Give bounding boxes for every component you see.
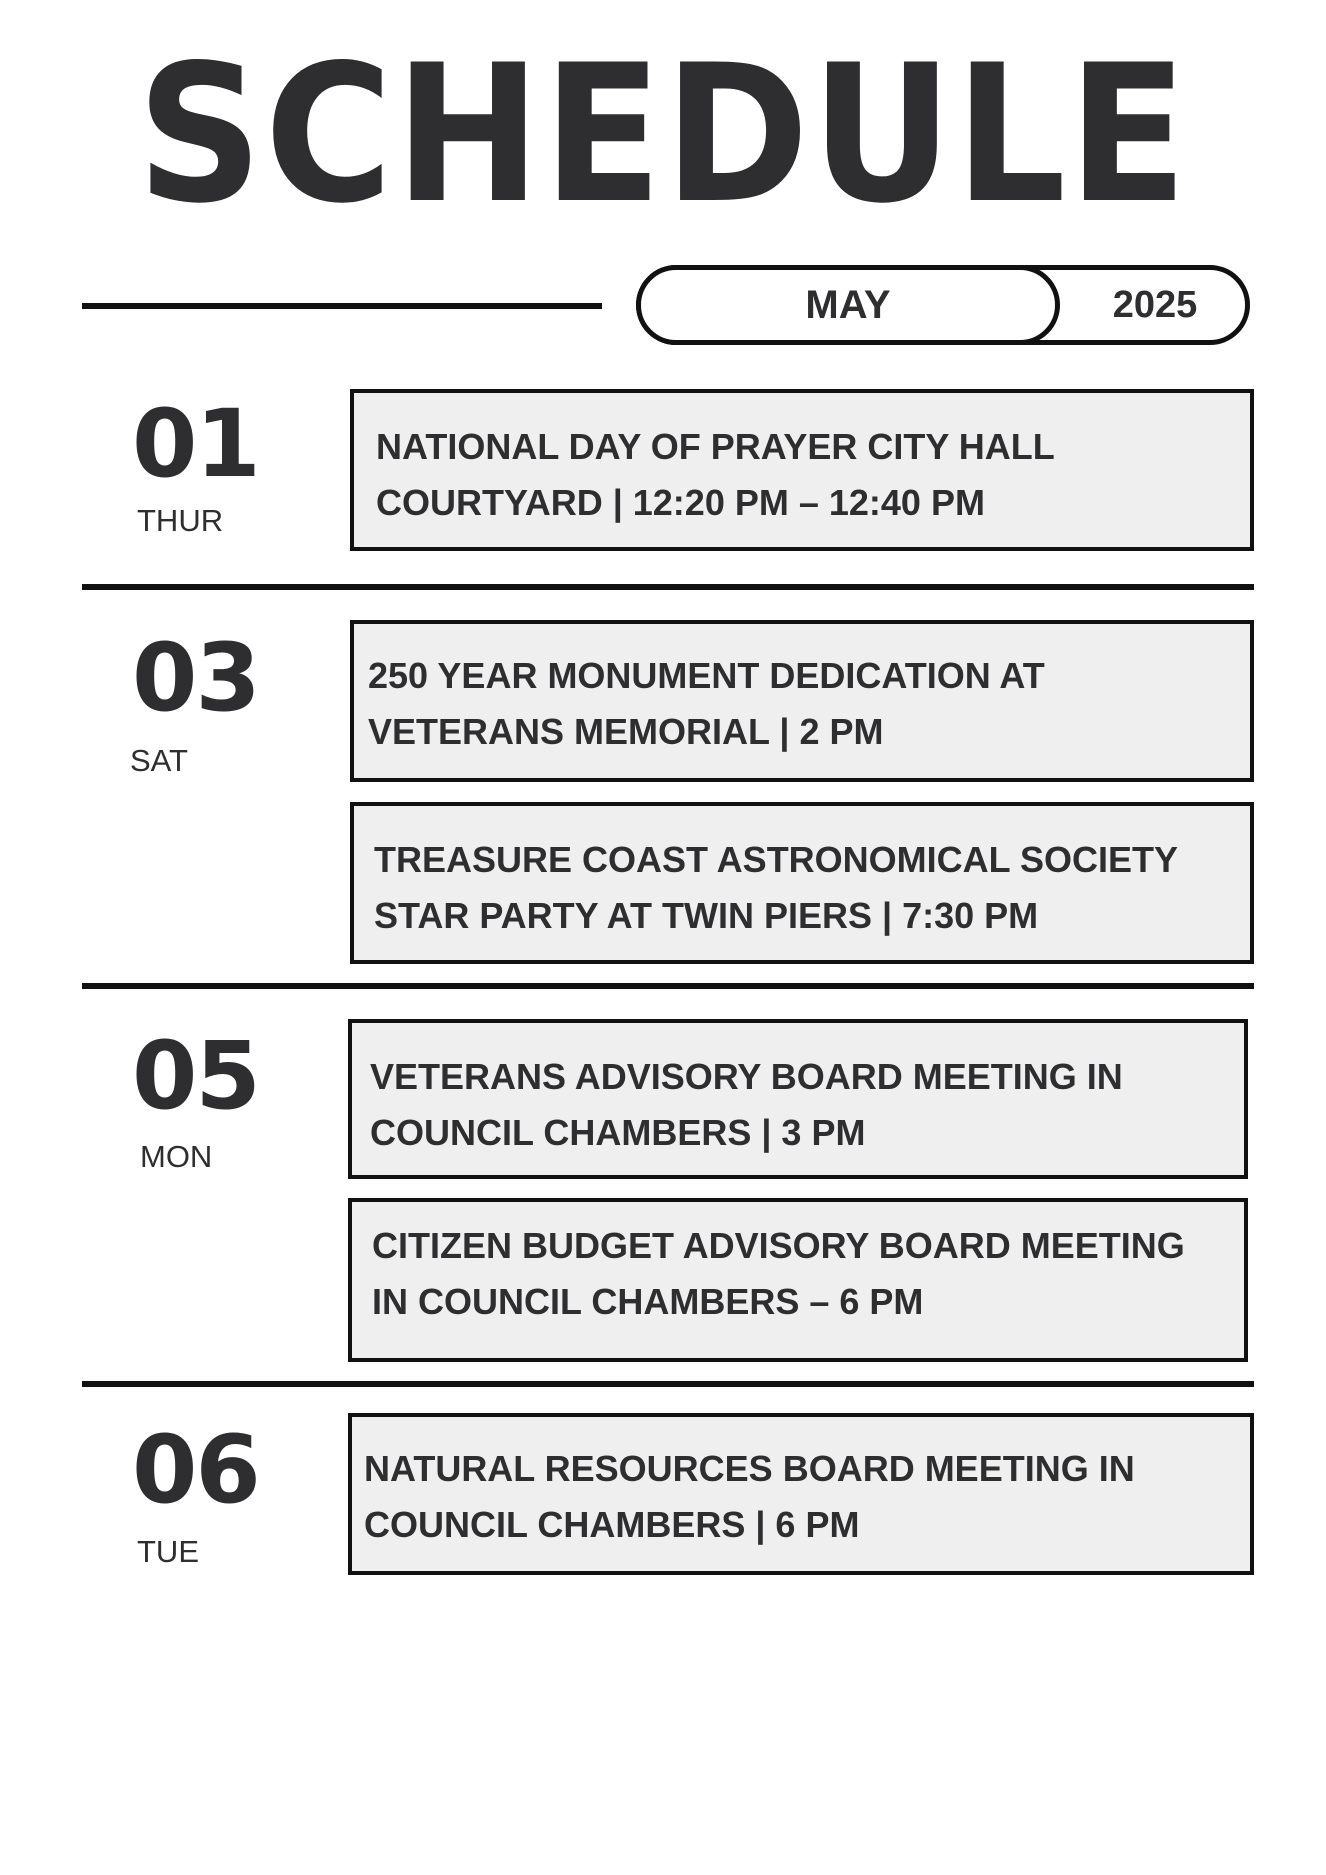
day-weekday: TUE: [137, 1534, 199, 1569]
event-text: NATURAL RESOURCES BOARD MEETING IN COUNCIL CHAMBERS | 6 PM: [364, 1448, 1135, 1545]
event-card: [348, 1198, 1248, 1362]
event-text: VETERANS ADVISORY BOARD MEETING IN COUNCIL CHAMBERS | 3 PM: [370, 1056, 1123, 1153]
year-label: 2025: [1112, 283, 1198, 326]
day-number: 03: [132, 624, 259, 733]
event-text: CITIZEN BUDGET ADVISORY BOARD MEETING IN COUNCIL CHAMBERS – 6 PM: [372, 1225, 1185, 1322]
day-number: 01: [132, 390, 259, 499]
event-card: [350, 620, 1254, 782]
day-number: 06: [132, 1416, 259, 1525]
day-divider: [82, 1381, 1254, 1387]
day-divider: [82, 584, 1254, 590]
event-card: [348, 1413, 1254, 1575]
month-label: MAY: [636, 265, 1060, 345]
event-card: [348, 1019, 1248, 1179]
page-title: SCHEDULE: [136, 24, 1190, 245]
event-card: [350, 802, 1254, 964]
day-divider: [82, 983, 1254, 989]
event-text: 250 YEAR MONUMENT DEDICATION AT VETERANS MEMORIAL | 2 PM: [368, 655, 1045, 752]
day-weekday: THUR: [137, 503, 224, 538]
event-text: NATIONAL DAY OF PRAYER CITY HALL COURTYARD | 12:20 PM – 12:40 PM: [376, 426, 1055, 523]
day-weekday: MON: [140, 1139, 213, 1174]
day-number: 05: [132, 1022, 259, 1131]
event-card: [350, 389, 1254, 551]
month-year-pill: [636, 265, 1250, 345]
day-weekday: SAT: [130, 743, 188, 778]
event-text: TREASURE COAST ASTRONOMICAL SOCIETY STAR PARTY AT TWIN PIERS | 7:30 PM: [374, 839, 1178, 936]
header-divider: [82, 303, 602, 309]
